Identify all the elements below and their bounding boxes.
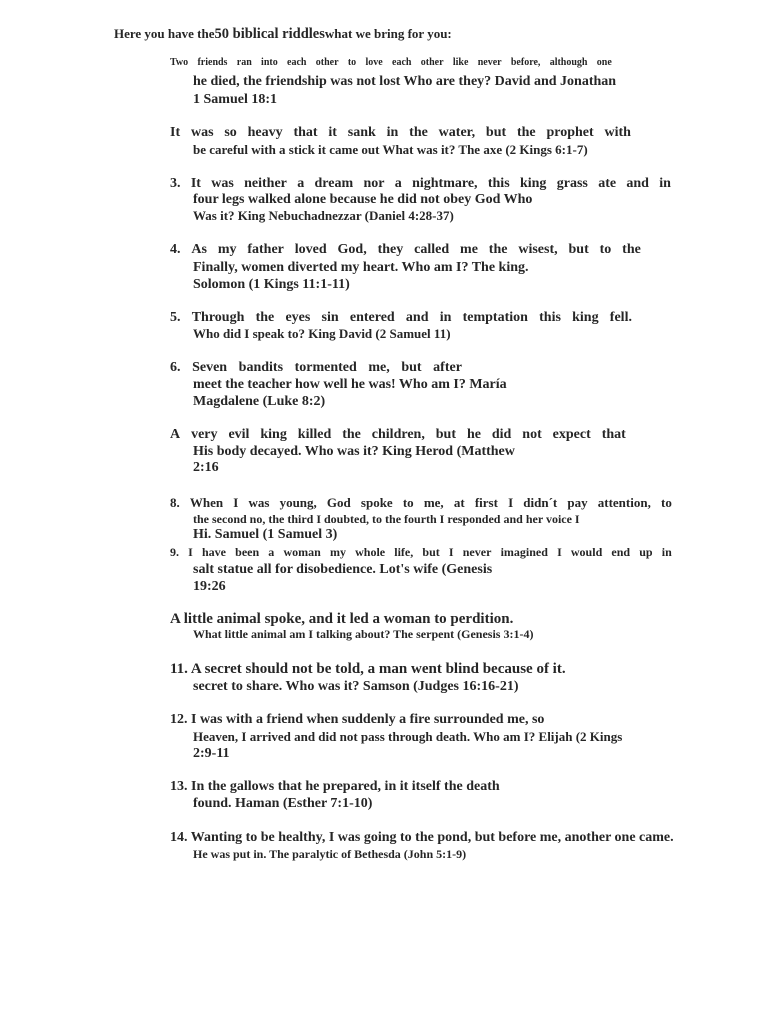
word: to xyxy=(599,242,612,257)
word: this xyxy=(539,310,561,325)
word: a xyxy=(297,176,305,191)
word: tormented xyxy=(294,360,357,375)
riddle-line: He was put in. The paralytic of Bethesda (John 5:1-9) xyxy=(193,847,467,861)
riddle-line: be careful with a stick it came out What was it? The axe (2 Kings 6:1-7) xyxy=(193,142,588,157)
word: not xyxy=(522,427,542,442)
word: was xyxy=(248,495,270,510)
word: I xyxy=(508,495,514,510)
word: other xyxy=(315,57,339,68)
word: It xyxy=(190,176,201,191)
word: love xyxy=(365,57,383,68)
word: my xyxy=(217,242,237,257)
riddle-line: Hi. Samuel (1 Samuel 3) xyxy=(193,527,338,542)
word: in xyxy=(439,310,452,325)
word: sin xyxy=(321,310,339,325)
riddle-line: salt statue all for disobedience. Lot's wife (Genesis xyxy=(193,562,493,577)
word: my xyxy=(329,545,346,559)
word: but xyxy=(435,427,456,442)
word: temptation xyxy=(462,310,528,325)
word: I xyxy=(557,545,562,559)
word: 5. xyxy=(170,310,181,325)
word: before, xyxy=(510,57,541,68)
word: to xyxy=(660,495,672,510)
riddle-line xyxy=(170,311,632,325)
riddle-line: Magdalene (Luke 8:2) xyxy=(193,394,326,409)
word: they xyxy=(377,242,404,257)
word: each xyxy=(287,57,307,68)
riddle-line xyxy=(170,428,626,442)
word: water, xyxy=(438,125,476,140)
word: other xyxy=(420,57,444,68)
word: children, xyxy=(371,427,425,442)
word: was xyxy=(190,125,214,140)
word: have xyxy=(201,545,226,559)
word: after xyxy=(433,360,462,375)
word: but xyxy=(568,242,589,257)
word: very xyxy=(191,427,218,442)
word: eyes xyxy=(285,310,311,325)
riddle-line: Heaven, I arrived and did not pass through death. Who am I? Elijah (2 Kings xyxy=(193,729,623,744)
word: me, xyxy=(423,495,444,510)
word: the xyxy=(342,427,361,442)
intro-prefix: Here you have the xyxy=(114,26,215,41)
word: me, xyxy=(368,360,390,375)
riddle-line: Finally, women diverted my heart. Who am I? The king. xyxy=(193,260,529,275)
word: I xyxy=(448,545,454,559)
word: A xyxy=(170,427,181,442)
word: 9. xyxy=(170,545,179,559)
word: was xyxy=(211,176,234,191)
word: the xyxy=(409,125,428,140)
word: sank xyxy=(347,125,376,140)
word: 8. xyxy=(170,495,180,510)
word: expect xyxy=(552,427,591,442)
word: Seven xyxy=(192,360,228,375)
word: it xyxy=(328,125,337,140)
riddle-line: Solomon (1 Kings 11:1-11) xyxy=(193,277,350,292)
word: this xyxy=(487,176,510,191)
word: one xyxy=(596,57,612,68)
word: and xyxy=(626,176,649,191)
word: ran xyxy=(236,57,252,68)
word: evil xyxy=(228,427,250,442)
word: king xyxy=(519,176,547,191)
word: entered xyxy=(349,310,395,325)
riddle-line xyxy=(170,546,672,558)
riddle-line: Was it? King Nebuchadnezzar (Daniel 4:28-37) xyxy=(193,208,454,223)
word: killed xyxy=(297,427,332,442)
word: didn´t xyxy=(523,495,558,510)
word: God xyxy=(326,495,351,510)
word: end xyxy=(611,545,631,559)
intro-suffix: what we bring for you: xyxy=(324,26,452,41)
word: the xyxy=(516,125,536,140)
word: When xyxy=(189,495,224,510)
word: first xyxy=(474,495,498,510)
riddle-line xyxy=(170,243,641,257)
riddle-line: 2:16 xyxy=(193,460,219,475)
riddle-line xyxy=(170,177,671,191)
word: with xyxy=(604,125,631,140)
word: into xyxy=(261,57,278,68)
riddle-line xyxy=(170,361,462,375)
word: in xyxy=(659,176,671,191)
riddle-line: Who did I speak to? King David (2 Samuel 11) xyxy=(193,326,451,341)
word: to xyxy=(347,57,357,68)
word: imagined xyxy=(500,545,548,559)
word: Through xyxy=(191,310,245,325)
word: king xyxy=(260,427,287,442)
word: would xyxy=(570,545,603,559)
riddle-line: 13. In the gallows that he prepared, in it itself the death xyxy=(170,779,500,794)
word: life, xyxy=(394,545,414,559)
word: so xyxy=(224,125,237,140)
word: although xyxy=(549,57,588,68)
word: and xyxy=(405,310,429,325)
word: I xyxy=(233,495,239,510)
word: he xyxy=(466,427,481,442)
word: whole xyxy=(355,545,386,559)
word: pay xyxy=(567,495,588,510)
word: 6. xyxy=(170,360,181,375)
word: that xyxy=(293,125,318,140)
riddle-line: 11. A secret should not be told, a man went blind because of it. xyxy=(170,661,566,677)
word: in xyxy=(386,125,399,140)
word: woman xyxy=(283,545,321,559)
word: the xyxy=(488,242,508,257)
word: a xyxy=(268,545,275,559)
word: like xyxy=(452,57,469,68)
word: father xyxy=(247,242,284,257)
intro-line xyxy=(114,27,452,42)
word: been xyxy=(235,545,260,559)
riddle-line: What little animal am I talking about? The serpent (Genesis 3:1-4) xyxy=(193,627,534,641)
word: to xyxy=(402,495,414,510)
riddle-line: 19:26 xyxy=(193,579,226,594)
word: each xyxy=(392,57,412,68)
word: never xyxy=(477,57,502,68)
word: prophet xyxy=(546,125,594,140)
word: at xyxy=(453,495,465,510)
word: called xyxy=(414,242,450,257)
riddle-line xyxy=(170,58,612,68)
word: wisest, xyxy=(518,242,558,257)
intro-emphasis: 50 biblical riddles xyxy=(214,26,325,42)
word: the xyxy=(255,310,275,325)
riddle-line: 12. I was with a friend when suddenly a fire surrounded me, so xyxy=(170,712,545,727)
riddle-line: 1 Samuel 18:1 xyxy=(193,92,277,107)
word: spoke xyxy=(360,495,393,510)
riddle-line: secret to share. Who was it? Samson (Judges 16:16-21) xyxy=(193,679,519,694)
word: me xyxy=(460,242,478,257)
word: friends xyxy=(197,57,228,68)
word: in xyxy=(661,545,672,559)
riddle-line xyxy=(170,496,672,509)
word: dream xyxy=(314,176,354,191)
riddle-line: 2:9-11 xyxy=(193,746,230,761)
word: a xyxy=(394,176,402,191)
riddle-line: the second no, the third I doubted, to the fourth I responded and her voice I xyxy=(193,512,580,526)
word: It xyxy=(170,125,181,140)
word: but xyxy=(485,125,507,140)
word: but xyxy=(401,360,422,375)
word: neither xyxy=(244,176,287,191)
word: did xyxy=(491,427,512,442)
word: young, xyxy=(279,495,317,510)
riddle-line: he died, the friendship was not lost Who are they? David and Jonathan xyxy=(193,74,617,89)
word: Two xyxy=(170,57,189,68)
riddle-line: 14. Wanting to be healthy, I was going to the pond, but before me, another one came. xyxy=(170,830,674,845)
riddle-line: A little animal spoke, and it led a woman to perdition. xyxy=(170,611,514,627)
word: that xyxy=(601,427,626,442)
word: God, xyxy=(337,242,367,257)
word: 4. xyxy=(170,242,181,257)
word: never xyxy=(462,545,492,559)
riddle-line: found. Haman (Esther 7:1-10) xyxy=(193,796,373,811)
riddle-line xyxy=(170,126,631,140)
word: up xyxy=(639,545,653,559)
word: 3. xyxy=(170,176,181,191)
word: fell. xyxy=(609,310,632,325)
word: nightmare, xyxy=(412,176,478,191)
word: ate xyxy=(598,176,617,191)
word: loved xyxy=(294,242,327,257)
word: grass xyxy=(556,176,588,191)
word: attention, xyxy=(597,495,651,510)
riddle-line: His body decayed. Who was it? King Herod (Matthew xyxy=(193,444,515,459)
word: I xyxy=(188,545,193,559)
word: nor xyxy=(363,176,385,191)
word: heavy xyxy=(247,125,283,140)
riddle-line: four legs walked alone because he did not obey God Who xyxy=(193,192,533,207)
word: bandits xyxy=(238,360,284,375)
word: As xyxy=(191,242,207,257)
word: the xyxy=(622,242,641,257)
word: king xyxy=(572,310,599,325)
riddle-line: meet the teacher how well he was! Who am I? María xyxy=(193,377,507,392)
word: but xyxy=(422,545,440,559)
